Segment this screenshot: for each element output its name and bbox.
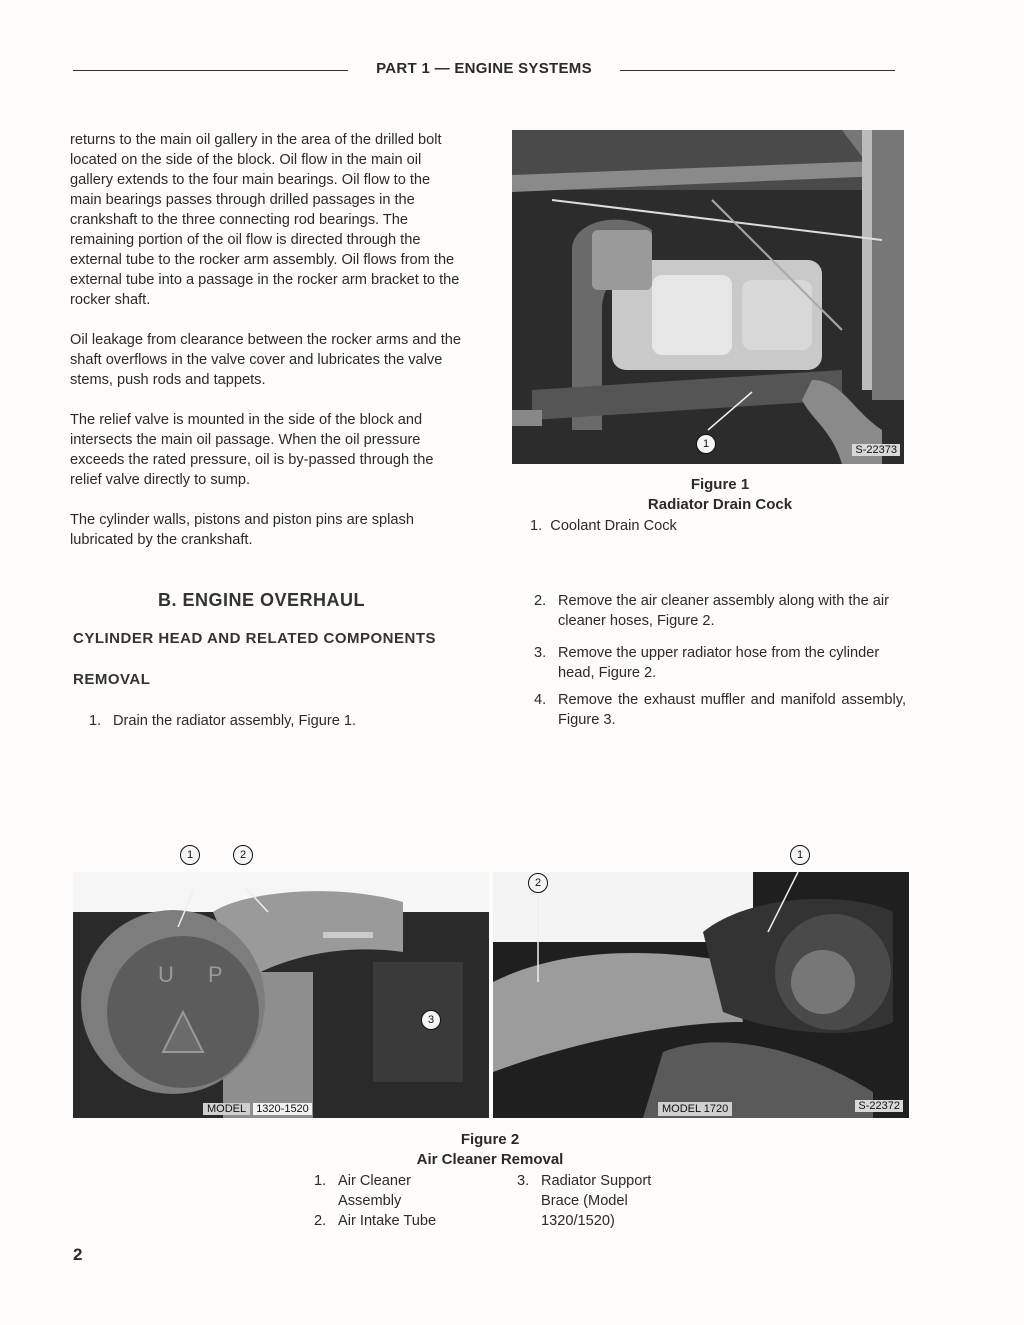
figure1-title: Figure 1 (690, 476, 750, 493)
header-rule-left (73, 70, 353, 71)
figure2-left-callout-2: 2 (233, 845, 253, 865)
step-number: 2. (534, 593, 547, 609)
step-text: Remove the air cleaner assembly along with the air cleaner hoses, Figure 2. (558, 593, 889, 629)
page-number: 2 (73, 1245, 83, 1264)
figure2-left-model-word: MODEL (203, 1103, 250, 1115)
legend-text: Air Intake Tube (338, 1213, 437, 1229)
legend-text-continued: Assembly (338, 1193, 402, 1209)
figure1-legend: 1. Coolant Drain Cock (530, 518, 677, 534)
legend-number: 2. (314, 1213, 327, 1229)
step-text: Drain the radiator assembly, Figure 1. (113, 713, 357, 729)
legend-text-continued: 1320/1520) (541, 1213, 615, 1229)
figure2-legend-item-3 (517, 1171, 697, 1231)
figure2-left-callout-3: 3 (421, 1010, 441, 1030)
figure1-code: S-22373 (852, 444, 900, 456)
figure2-left-callout-1: 1 (180, 845, 200, 865)
figure2-right-callout-1: 1 (790, 845, 810, 865)
header-rule-right (615, 70, 895, 71)
paragraph-oil-leakage: Oil leakage from clearance between the rocker arms and the shaft overflows in the valve cover and lubricates the valve stems, push rods and tappets. (70, 332, 461, 388)
paragraph-splash-lubrication: The cylinder walls, pistons and piston pins are splash lubricated by the crankshaft. (70, 512, 414, 548)
step-text: Remove the exhaust muffler and manifold assembly, Figure 3. (558, 692, 906, 728)
figure1-photo (512, 130, 904, 464)
figure2-right-illustration (493, 872, 909, 1118)
section-subsubheading: REMOVAL (73, 671, 151, 688)
figure2-left-photo (73, 849, 489, 1118)
page-header-title: PART 1 — ENGINE SYSTEMS (348, 60, 620, 77)
figure1-engine-illustration (512, 130, 904, 464)
step-item (534, 690, 906, 730)
figure2-subtitle: Air Cleaner Removal (416, 1151, 564, 1168)
step-number: 3. (534, 645, 547, 661)
legend-text-continued: Brace (Model (541, 1193, 628, 1209)
left-column (70, 130, 462, 550)
paragraph-oil-flow: returns to the main oil gallery in the area of the drilled bolt located on the side of the block. Oil flow in the main oil gallery extends to the four main bearings. Oil flow to the main bearings passes through drilled passages in the crankshaft to the three connecting rod bearings. The remaining portion of the oil flow is directed through the external tube to the rocker arm assembly. Oil flows from the external tube into a passage in the rocker arm bracket to the rocker shaft. (70, 132, 460, 308)
figure2-code: S-22372 (855, 1100, 903, 1112)
figure1-subtitle: Radiator Drain Cock (647, 496, 793, 513)
figure2-left-illustration (73, 872, 489, 1118)
paragraph-relief-valve: The relief valve is mounted in the side of the block and intersects the main oil passage. When the oil pressure exceeds the rated pressure, oil is by-passed through the relief valve directly to sump. (70, 412, 434, 488)
figure2-up-embossing: U P (158, 962, 237, 987)
step-text: Remove the upper radiator hose from the cylinder head, Figure 2. (558, 645, 880, 681)
legend-text: Radiator Support (541, 1173, 652, 1189)
step-number: 4. (534, 692, 547, 708)
figure2-left-model-label (203, 1102, 312, 1116)
figure2-title: Figure 2 (460, 1131, 520, 1148)
section-subheading: CYLINDER HEAD AND RELATED COMPONENTS (73, 630, 437, 647)
figure2-legend-item-1 (314, 1171, 494, 1211)
step-item (534, 591, 906, 631)
legend-number: 3. (517, 1173, 530, 1189)
figure2-legend-item-2 (314, 1211, 494, 1231)
figure2-right-photo (493, 849, 909, 1118)
step-item (534, 643, 906, 683)
step-number: 1. (89, 713, 102, 729)
figure2-right-callout-2: 2 (528, 873, 548, 893)
figure2-left-model-number: 1320-1520 (253, 1103, 312, 1115)
figure1-callout-1: 1 (696, 434, 716, 454)
figure2-right-model-label: MODEL 1720 (658, 1102, 732, 1116)
legend-text: Air Cleaner (338, 1173, 411, 1189)
legend-number: 1. (314, 1173, 327, 1189)
step-item (89, 711, 469, 731)
section-heading: B. ENGINE OVERHAUL (158, 590, 366, 610)
